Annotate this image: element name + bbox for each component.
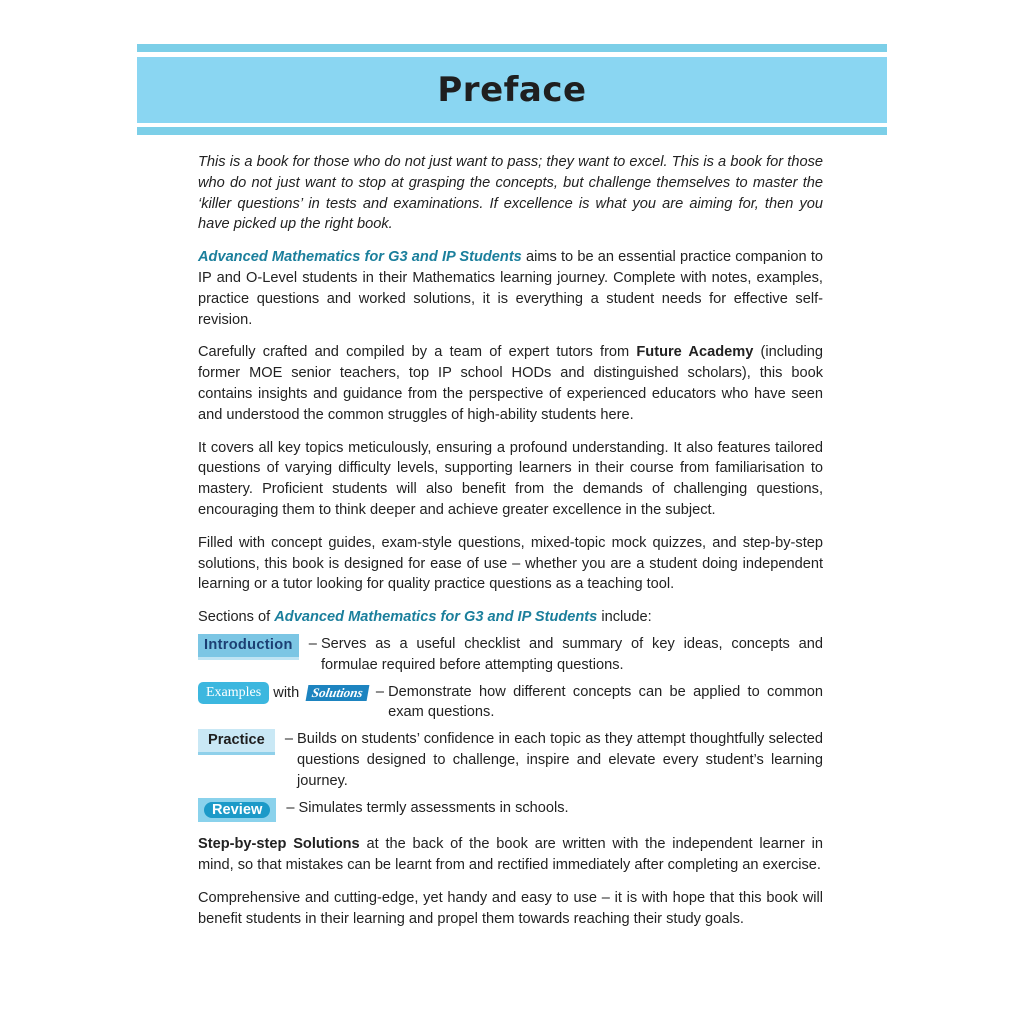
examples-dash: –	[371, 683, 389, 700]
banner-top-rule	[137, 44, 887, 52]
section-practice	[198, 729, 823, 791]
solutions-lead: Step-by-step Solutions	[198, 836, 360, 853]
review-dash: –	[282, 799, 299, 816]
solutions-badge: Solutions	[306, 685, 369, 701]
org-name: Future Academy	[636, 344, 754, 361]
paragraph-authors-after: (including former MOE senior teachers, top IP school HODs and distinguished scholars), this book contains insights and guidance from the perspective of experienced educators who have seen and understood the common struggles of high-ability students here.	[198, 344, 823, 423]
examples-with: with	[269, 684, 304, 701]
introduction-desc: Serves as a useful checklist and summary of key ideas, concepts and formulae required before attempting questions.	[320, 635, 823, 673]
practice-desc: Builds on students’ confidence in each topic as they attempt thoughtfully selected questions designed to challenge, inspire and elevate every student’s learning journey.	[297, 731, 823, 789]
section-introduction	[198, 634, 823, 676]
paragraph-book-aims-text: aims to be an essential practice companion to IP and O-Level students in their Mathematics learning journey. Complete with notes, examples, practice questions and worked solutions, it is everything a student needs for effective self-revision.	[198, 249, 823, 328]
review-badge: Review	[204, 802, 270, 818]
banner-fill	[137, 57, 887, 123]
section-review	[198, 798, 823, 823]
paragraph-solutions-text: at the back of the book are written with the independent learner in mind, so that mistakes can be learnt from and rectified immediately after completing an exercise.	[198, 836, 823, 874]
examples-desc: Demonstrate how different concepts can be applied to common exam questions.	[388, 683, 823, 721]
paragraph-solutions	[198, 834, 823, 876]
section-examples	[198, 682, 823, 724]
paragraph-authors-before: Carefully crafted and compiled by a team of expert tutors from	[198, 344, 637, 361]
sections-intro	[198, 607, 823, 628]
sections-intro-after: include:	[597, 609, 652, 626]
preface-body	[198, 152, 823, 942]
intro-paragraph: This is a book for those who do not just want to pass; they want to excel. This is a book for those who do not just want to stop at grasping the concepts, but challenge themselves to master the ‘killer questions’ in tests and examinations. If excellence is what you are aiming for, then you have picked up the right book.	[198, 154, 823, 233]
introduction-dash: –	[304, 635, 321, 652]
review-desc: Simulates termly assessments in schools.	[298, 799, 569, 816]
sections-intro-before: Sections of	[198, 609, 275, 626]
page-title: Preface	[437, 70, 587, 110]
title-banner	[137, 44, 887, 136]
introduction-badge: Introduction	[198, 634, 299, 660]
practice-dash: –	[280, 731, 298, 748]
paragraph-closing: Comprehensive and cutting-edge, yet handy and easy to use – it is with hope that this book will benefit students in their learning and propel them towards reaching their study goals.	[198, 889, 823, 927]
sections-book-title: Advanced Mathematics for G3 and IP Students	[274, 609, 598, 626]
banner-bottom-rule	[137, 127, 887, 135]
book-title: Advanced Mathematics for G3 and IP Students	[198, 249, 522, 266]
examples-lead	[198, 682, 372, 705]
paragraph-features: Filled with concept guides, exam-style questions, mixed-topic mock quizzes, and step-by-step solutions, this book is designed for ease of use – whether you are a student doing independent learning or a tutor looking for quality practice questions as a teaching tool.	[198, 534, 823, 593]
paragraph-coverage: It covers all key topics meticulously, ensuring a profound understanding. It also features tailored questions of varying difficulty levels, supporting learners in their course from familiarisation to mastery. Proficient students will also benefit from the demands of challenging questions, encouraging them to think deeper and achieve greater excellence in the subject.	[198, 439, 823, 518]
paragraph-book-aims	[198, 247, 823, 330]
paragraph-authors	[198, 342, 823, 425]
review-badge-frame	[198, 798, 276, 823]
examples-badge: Examples	[198, 682, 269, 705]
practice-badge: Practice	[198, 729, 275, 755]
